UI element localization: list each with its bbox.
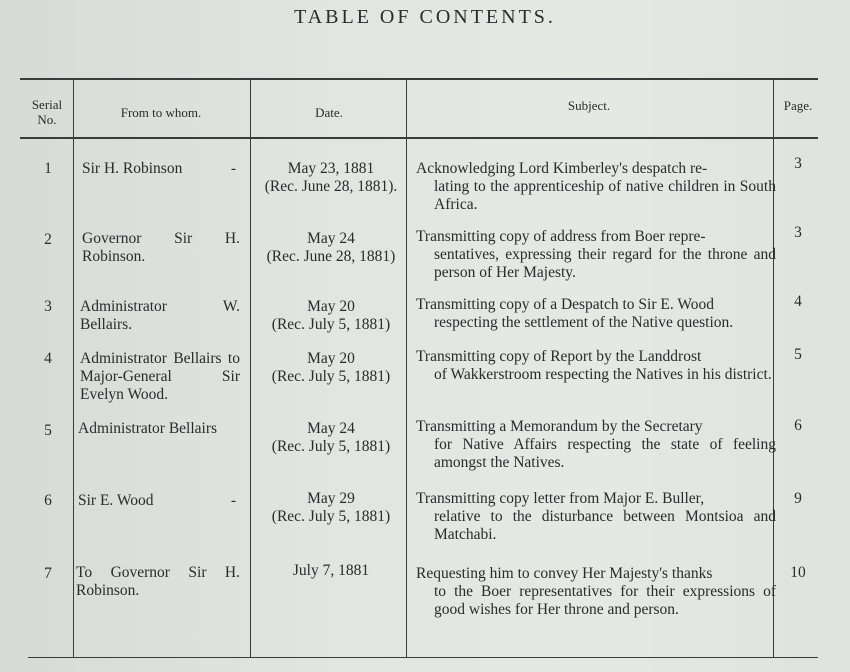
- row-3-serial: 3: [44, 298, 52, 315]
- row-7-subject-line1: Requesting him to convey Her Majesty's thanks: [416, 565, 713, 582]
- header-date: Date.: [315, 105, 343, 120]
- row-3-subject: [416, 296, 776, 332]
- row-5-date: [252, 420, 410, 456]
- row-6-subject: [416, 490, 776, 544]
- row-7-from-text: To Governor Sir H. Robinson.: [76, 564, 240, 599]
- row-7-from: [76, 564, 240, 600]
- row-1-from-text: Sir H. Robinson: [82, 160, 183, 177]
- row-6-from-dash: -: [230, 492, 236, 509]
- row-2-subject-rest: sentatives, expressing their regard for the throne and person of Her Majesty.: [434, 246, 776, 281]
- row-2-subject: [416, 228, 776, 282]
- row-2-subject-line1: Transmitting copy of address from Boer repre-: [416, 228, 706, 245]
- row-1-page: 3: [794, 155, 802, 172]
- header-from: From to whom.: [120, 105, 202, 120]
- row-4-page: 5: [794, 346, 802, 363]
- row-6-from: [78, 492, 242, 510]
- row-4-from: [80, 350, 240, 404]
- row-5-subject-rest: for Native Affairs respecting the state of feeling amongst the Natives.: [434, 436, 776, 471]
- row-6-date-line2: (Rec. July 5, 1881): [271, 508, 391, 525]
- row-1-date: [252, 160, 410, 196]
- row-1-subject: [416, 160, 776, 214]
- row-5-from-text: Administrator Bellairs: [78, 420, 218, 437]
- column-divider-2: [250, 80, 251, 657]
- row-7-date: [252, 562, 410, 580]
- row-6-from-text: Sir E. Wood: [78, 492, 154, 509]
- row-5-subject-line1: Transmitting a Memorandum by the Secretary: [416, 418, 703, 435]
- column-divider-1: [73, 80, 74, 657]
- row-1-from-dash: -: [230, 160, 236, 177]
- row-3-subject-rest: respecting the settlement of the Native question.: [434, 314, 734, 331]
- row-4-from-text: Administrator Bellairs to Major-General Sir Evelyn Wood.: [80, 350, 240, 403]
- row-6-page: 9: [794, 490, 802, 507]
- row-4-date-line2: (Rec. July 5, 1881): [271, 368, 391, 385]
- row-3-date-line1: May 20: [307, 298, 355, 315]
- row-4-subject: [416, 348, 776, 384]
- row-2-date-line2: (Rec. June 28, 1881): [266, 248, 396, 265]
- row-3-from: [80, 298, 240, 334]
- row-1-subject-rest: lating to the apprenticeship of native children in South Africa.: [434, 178, 776, 213]
- row-5-page: 6: [794, 417, 802, 434]
- row-6-date: [252, 490, 410, 526]
- row-7-page: 10: [790, 564, 806, 581]
- top-rule: [20, 78, 818, 80]
- bottom-rule: [28, 657, 818, 658]
- row-2-from: [82, 230, 240, 266]
- row-2-page: 3: [794, 224, 802, 241]
- row-1-serial: 1: [44, 160, 52, 177]
- header-page: Page.: [783, 98, 813, 113]
- row-3-subject-line1: Transmitting copy of a Despatch to Sir E. Wood: [416, 296, 714, 313]
- row-6-serial: 6: [44, 492, 52, 509]
- row-7-subject: [416, 565, 776, 619]
- row-2-date-line1: May 24: [307, 230, 355, 247]
- row-4-date-line1: May 20: [307, 350, 355, 367]
- row-5-from: [78, 420, 248, 438]
- row-1-from: [82, 160, 242, 178]
- row-4-subject-rest: of Wakkerstroom respecting the Natives in his district.: [434, 366, 772, 383]
- row-7-subject-rest: to the Boer representatives for their expressions of good wishes for Her throne and person.: [434, 583, 776, 618]
- row-2-from-text: Governor Sir H. Robinson.: [82, 230, 240, 265]
- row-3-date-line2: (Rec. July 5, 1881): [271, 316, 391, 333]
- row-1-subject-line1: Acknowledging Lord Kimberley's despatch re-: [416, 160, 708, 177]
- row-3-from-text: Administrator W. Bellairs.: [80, 298, 240, 333]
- header-serial: Serial No.: [31, 97, 63, 127]
- row-3-page: 4: [794, 293, 802, 310]
- row-6-subject-line1: Transmitting copy letter from Major E. Buller,: [416, 490, 705, 507]
- row-7-serial: 7: [44, 565, 52, 582]
- row-5-date-line2: (Rec. July 5, 1881): [271, 438, 391, 455]
- row-5-serial: 5: [44, 422, 52, 439]
- row-1-date-line1: May 23, 1881: [287, 160, 375, 177]
- row-4-subject-line1: Transmitting copy of Report by the Landdrost: [416, 348, 702, 365]
- row-2-serial: 2: [44, 231, 52, 248]
- row-6-date-line1: May 29: [307, 490, 355, 507]
- row-4-date: [252, 350, 410, 386]
- row-1-date-line2: (Rec. June 28, 1881).: [264, 178, 398, 195]
- header-subject: Subject.: [567, 98, 611, 113]
- header-rule: [20, 137, 818, 139]
- page-title: TABLE OF CONTENTS.: [294, 6, 556, 28]
- row-2-date: [252, 230, 410, 266]
- row-6-subject-rest: relative to the disturbance between Montsioa and Matchabi.: [434, 508, 776, 543]
- row-7-date-line1: July 7, 1881: [292, 562, 370, 579]
- row-3-date: [252, 298, 410, 334]
- row-5-subject: [416, 418, 776, 472]
- row-5-date-line1: May 24: [307, 420, 355, 437]
- row-4-serial: 4: [44, 350, 52, 367]
